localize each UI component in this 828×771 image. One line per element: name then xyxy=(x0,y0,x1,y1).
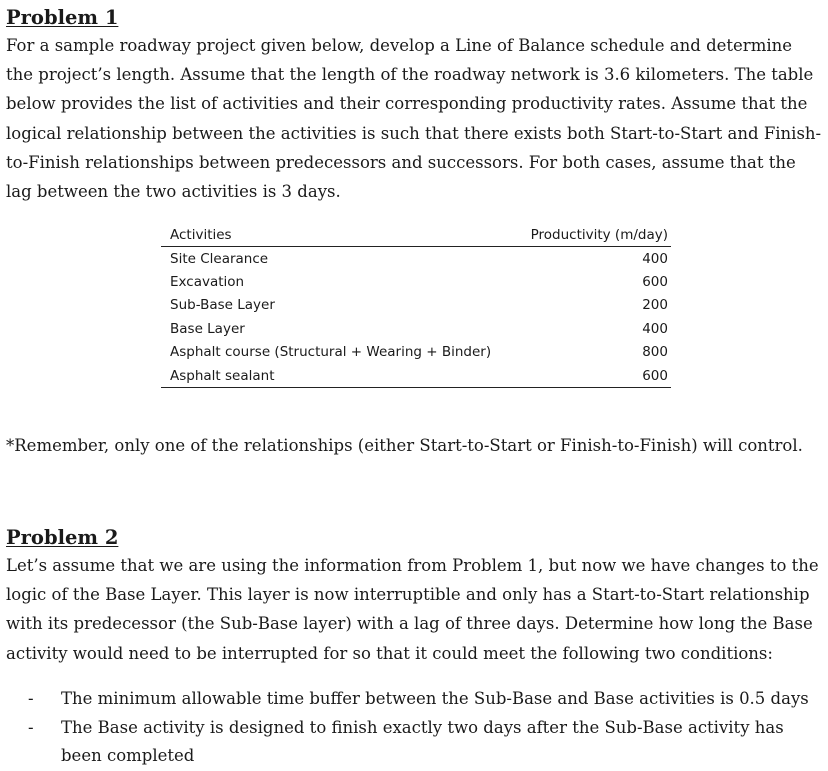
table-row xyxy=(161,341,671,364)
table-row xyxy=(161,364,671,388)
productivity-cell: 800 xyxy=(642,344,668,361)
productivity-cell: 400 xyxy=(642,320,668,337)
condition-text: The minimum allowable time buffer between the Sub-Base and Base activities is 0.5 days xyxy=(61,689,809,708)
table-row xyxy=(161,247,671,271)
productivity-table xyxy=(161,224,671,388)
activity-cell: Asphalt course (Structural + Wearing + Binder) xyxy=(170,344,492,361)
activity-cell: Base Layer xyxy=(170,320,245,337)
activities-header: Activities xyxy=(161,224,513,247)
conditions-list xyxy=(6,685,824,771)
problem-2-heading: Problem 2 xyxy=(6,526,119,549)
condition-text: The Base activity is designed to finish exactly two days after the Sub-Base activity has been completed xyxy=(61,717,784,765)
problem-1-heading: Problem 1 xyxy=(6,6,119,29)
list-item xyxy=(6,685,824,714)
activity-cell: Site Clearance xyxy=(170,250,269,267)
control-note: *Remember, only one of the relationships (either Start-to-Start or Finish-to-Finish) will control. xyxy=(6,436,803,455)
activity-cell: Sub-Base Layer xyxy=(170,297,275,314)
bullet-dash: - xyxy=(28,689,34,708)
productivity-cell: 200 xyxy=(642,297,668,314)
table-header-row xyxy=(161,224,671,247)
productivity-cell: 600 xyxy=(642,274,668,291)
productivity-cell: 600 xyxy=(513,364,671,388)
problem-2-text: Let’s assume that we are using the information from Problem 1, but now we have changes to the logic of the Base Layer. This layer is now interruptible and only has a Start-to-Start relationship with its predecessor (the Sub-Base layer) with a lag of three days. Determine how long the Base activity would need to be interrupted for so that it could meet the following two conditions: xyxy=(6,556,819,663)
productivity-cell: 400 xyxy=(642,250,668,267)
table-row xyxy=(161,270,671,293)
list-item xyxy=(6,714,824,771)
activity-cell: Asphalt sealant xyxy=(161,364,513,388)
activity-cell: Excavation xyxy=(170,274,245,291)
productivity-header: Productivity (m/day) xyxy=(513,224,671,247)
bullet-dash: - xyxy=(28,717,34,737)
table-row xyxy=(161,317,671,340)
problem-1-text: For a sample roadway project given below, develop a Line of Balance schedule and determine the project’s length. Assume that the length of the roadway network is 3.6 kilometers. The table below provides the list of activities and their corresponding productivity rates. Assume that the logical relationship between the activities is such that there exists both Start-to-Start and Finish-to-Finish relationships between predecessors and successors. For both cases, assume that the lag between the two activities is 3 days. xyxy=(6,36,822,202)
table-row xyxy=(161,294,671,317)
